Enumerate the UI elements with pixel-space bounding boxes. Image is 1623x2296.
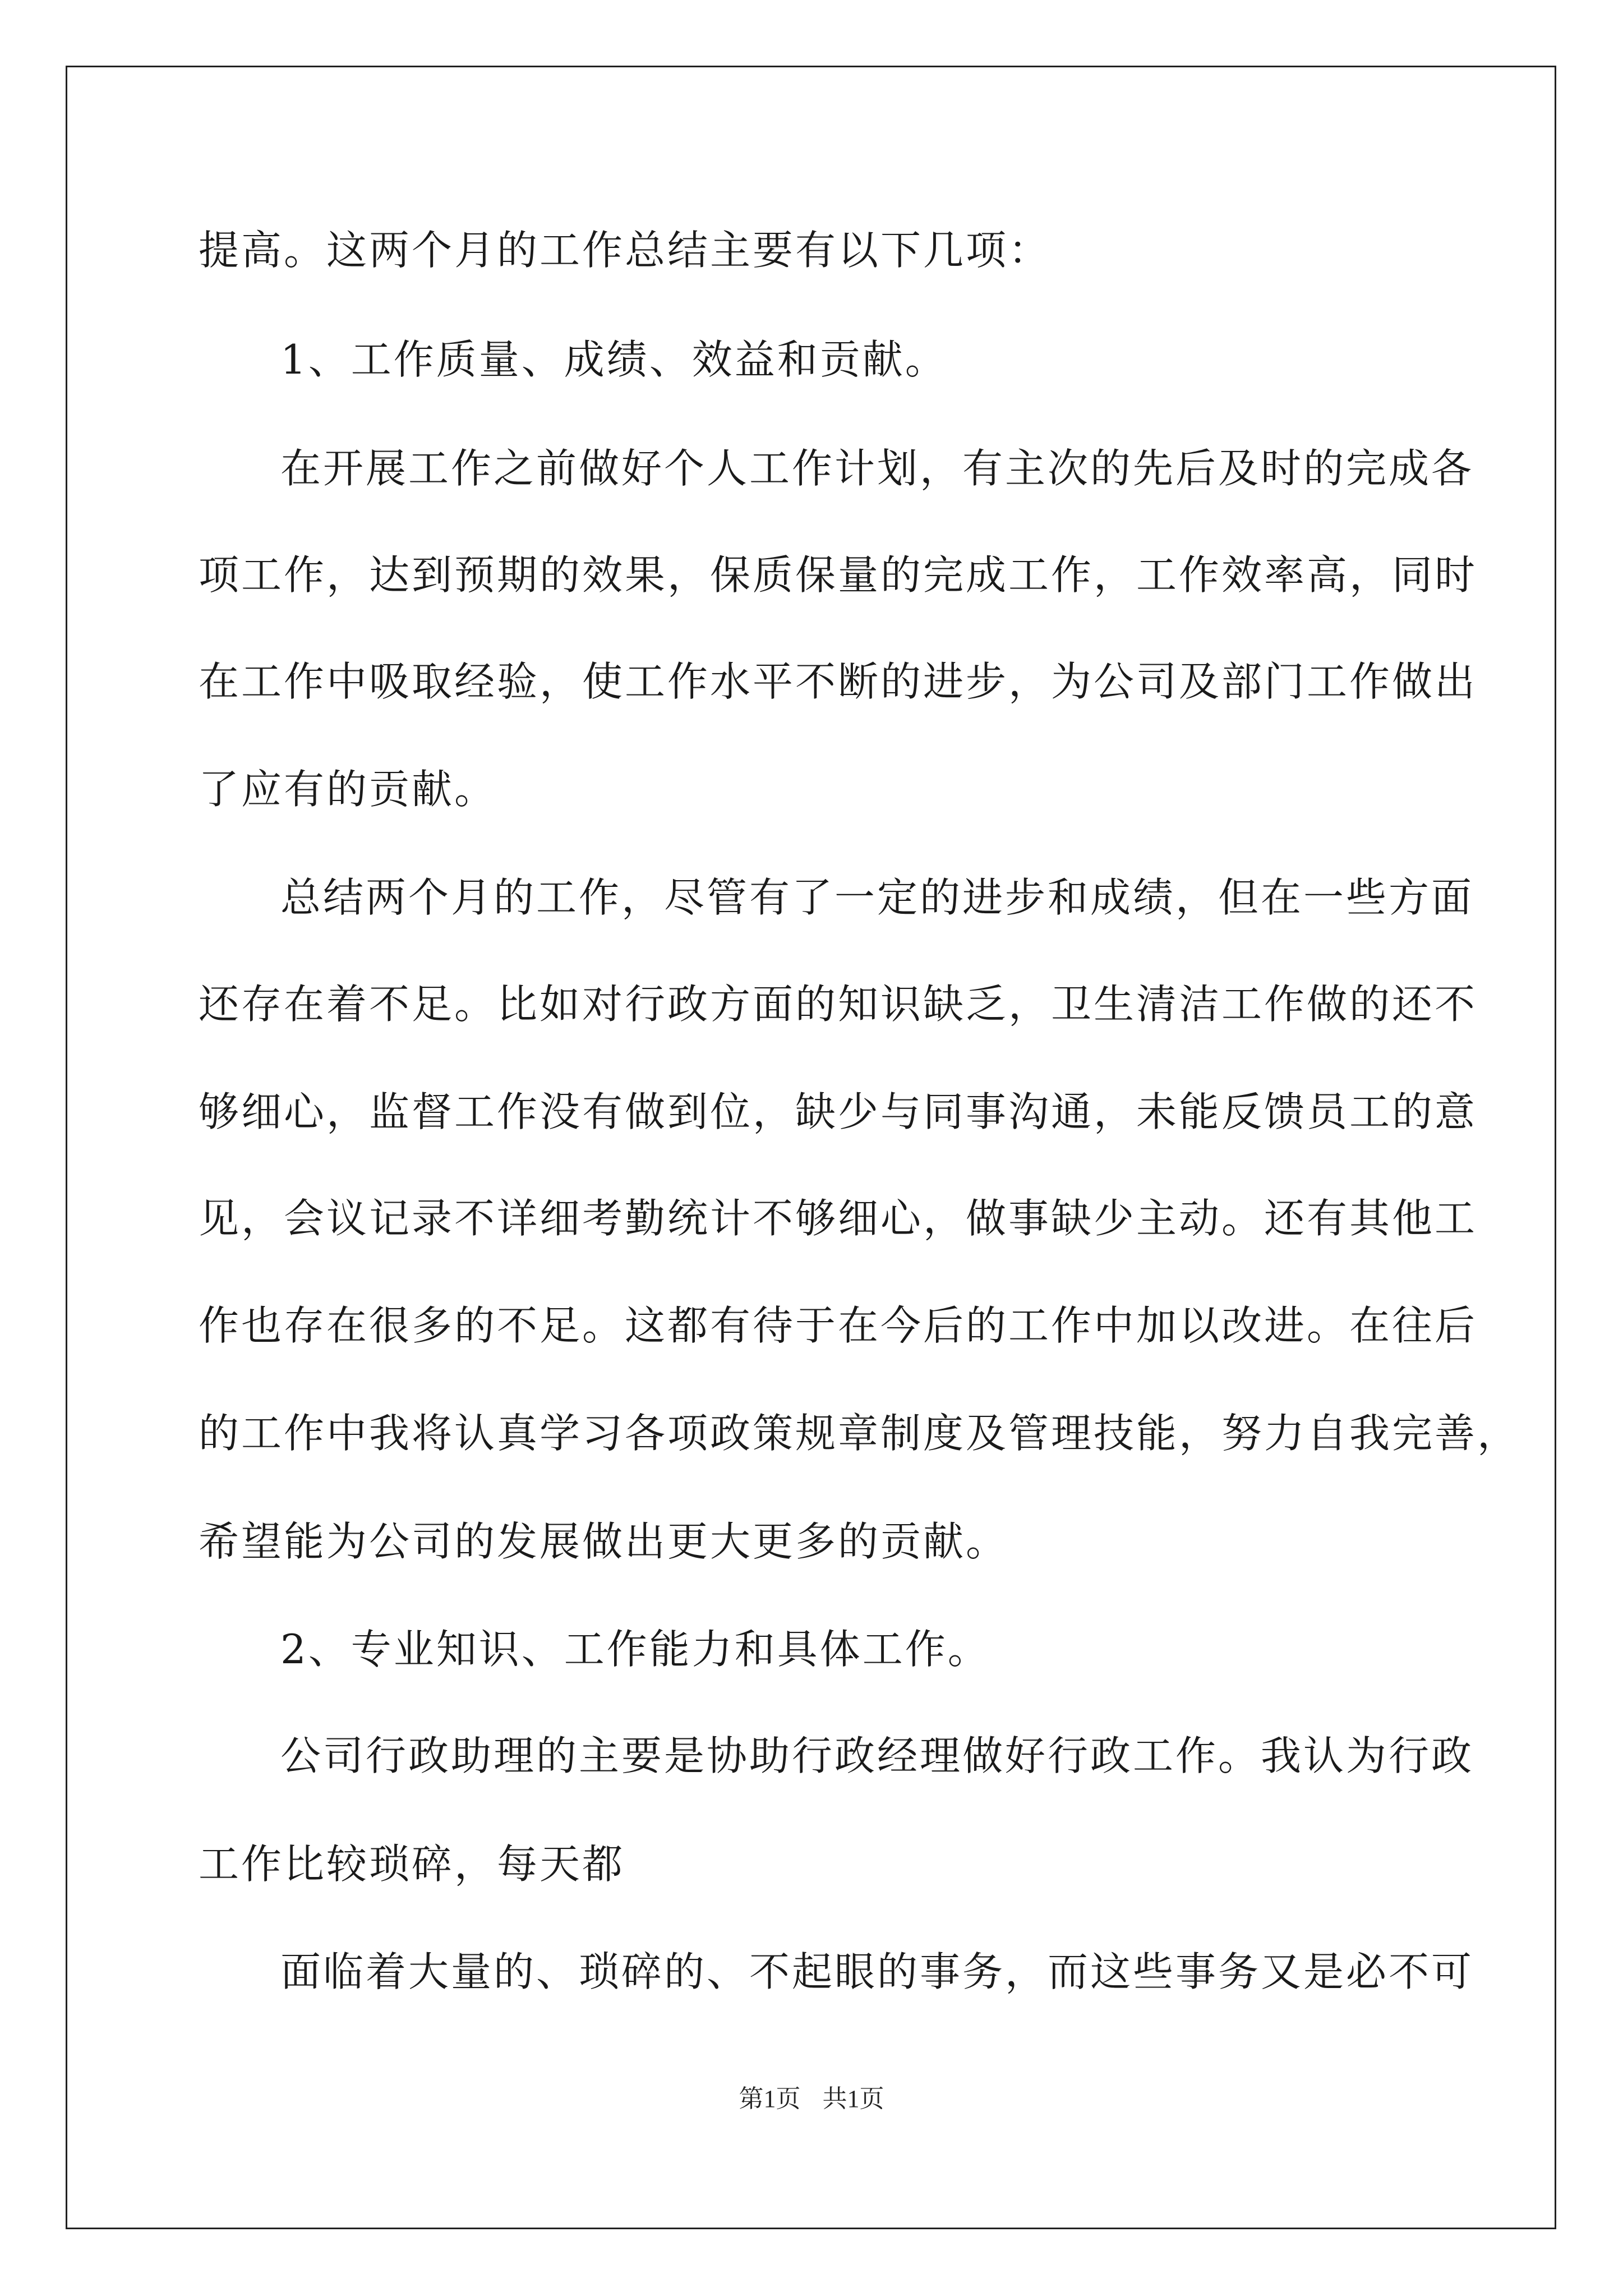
text-line: 作也存在很多的不足。这都有待于在今后的工作中加以改进。在往后 — [199, 1302, 1478, 1349]
text-line: 够细心，监督工作没有做到位，缺少与同事沟通，未能反馈员工的意 — [199, 1088, 1478, 1135]
text-line: 见，会议记录不详细考勤统计不够细心，做事缺少主动。还有其他工 — [199, 1195, 1478, 1242]
text-line: 项工作，达到预期的效果，保质保量的完成工作，工作效率高，同时 — [199, 551, 1478, 599]
text-line: 希望能为公司的发展做出更大更多的贡献。 — [199, 1518, 1009, 1565]
text-line: 公司行政助理的主要是协助行政经理做好行政工作。我认为行政 — [280, 1732, 1474, 1779]
text-line: 了应有的贡献。 — [199, 766, 497, 813]
page-number: 第1页 — [739, 2085, 801, 2113]
text-line: 1、工作质量、成绩、效益和贡献。 — [280, 336, 948, 383]
page-footer — [0, 2082, 1623, 2116]
text-line: 提高。这两个月的工作总结主要有以下几项： — [199, 227, 1052, 274]
text-line: 总结两个月的工作，尽管有了一定的进步和成绩，但在一些方面 — [280, 874, 1474, 921]
text-line: 在开展工作之前做好个人工作计划，有主次的先后及时的完成各 — [280, 445, 1474, 492]
text-line: 还存在着不足。比如对行政方面的知识缺乏，卫生清洁工作做的还不 — [199, 981, 1478, 1028]
text-line: 的工作中我将认真学习各项政策规章制度及管理技能，努力自我完善， — [199, 1410, 1520, 1457]
text-line: 2、专业知识、工作能力和具体工作。 — [280, 1626, 990, 1673]
text-line: 面临着大量的、琐碎的、不起眼的事务，而这些事务又是必不可 — [280, 1948, 1474, 1995]
page-border — [66, 66, 1556, 2229]
text-line: 工作比较琐碎，每天都 — [199, 1841, 625, 1888]
text-line: 在工作中吸取经验，使工作水平不断的进步，为公司及部门工作做出 — [199, 658, 1478, 705]
page-total: 共1页 — [822, 2085, 884, 2113]
